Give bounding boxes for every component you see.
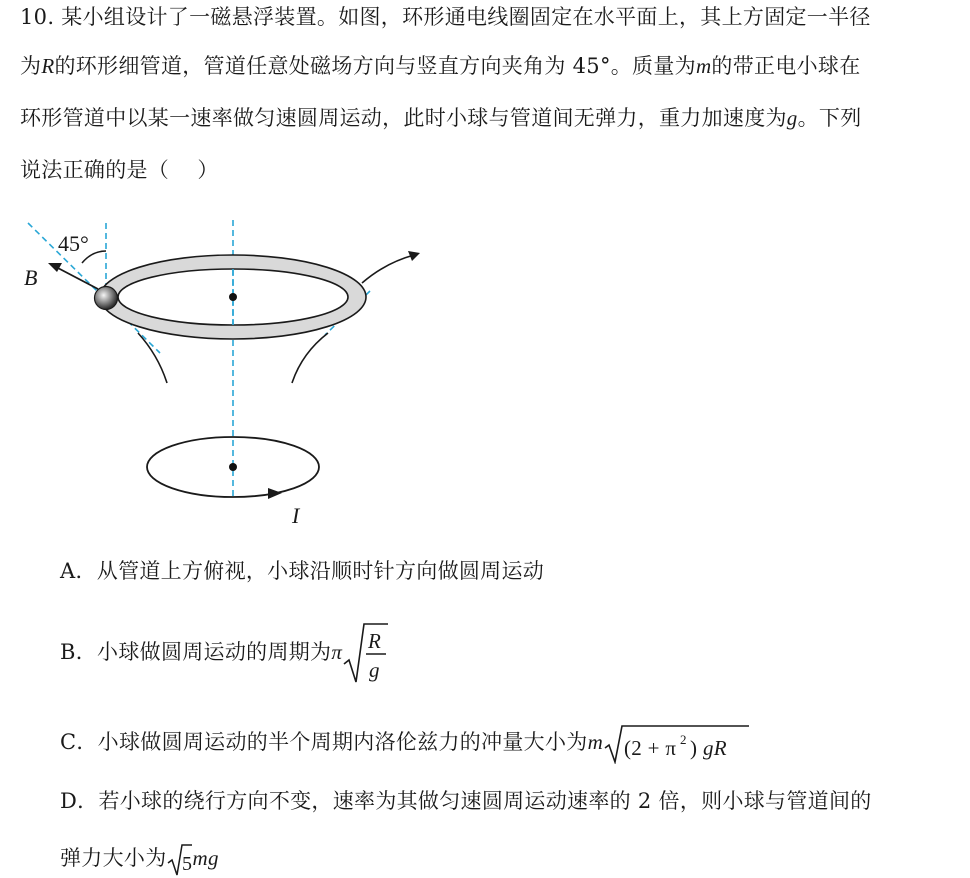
question-line-3: 环形管道中以某一速率做匀速圆周运动，此时小球与管道间无弹力，重力加速度为g。下列 [20, 106, 862, 130]
b-field-arrow [56, 267, 98, 289]
option-b-numerator: R [368, 628, 382, 653]
angle-label: 45° [58, 231, 89, 256]
current-label: I [292, 503, 300, 528]
option-d-tail: mg [192, 846, 219, 870]
option-c-close: ) [690, 735, 698, 760]
current-arrow-head [268, 488, 282, 499]
option-a[interactable] [60, 556, 544, 586]
option-c-tail: gR [703, 735, 727, 760]
option-d-sqrt [167, 843, 193, 877]
option-b-denominator: g [369, 657, 380, 682]
option-a-letter: A． [60, 559, 97, 583]
option-c-sqrt [603, 724, 751, 764]
option-c-text: 小球做圆周运动的半个周期内洛伦兹力的冲量大小为 [97, 730, 588, 754]
field-curve-left [138, 333, 167, 383]
option-d-letter: D． [60, 789, 99, 813]
option-c-letter: C． [60, 730, 98, 754]
var-g: g [786, 106, 798, 130]
coil-center-dot [229, 463, 237, 471]
option-d-radicand: 5 [181, 852, 192, 875]
field-arrow-right [362, 255, 414, 283]
option-b-pi: π [331, 640, 343, 664]
option-c-inner: (2 + π [624, 735, 677, 760]
option-c[interactable] [60, 722, 751, 762]
option-b-letter: B． [60, 640, 98, 664]
option-d[interactable] [60, 786, 872, 816]
var-R: R [41, 54, 55, 78]
option-b-text: 小球做圆周运动的周期为 [97, 640, 332, 664]
option-d-line-2[interactable] [60, 840, 219, 876]
field-label: B [24, 265, 38, 290]
option-c-exponent: 2 [680, 731, 687, 747]
option-d-text: 若小球的绕行方向不变，速率为其做匀速圆周运动速率的 2 倍，则小球与管道间的 [98, 789, 872, 813]
option-a-text: 从管道上方俯视，小球沿顺时针方向做圆周运动 [96, 559, 545, 583]
option-d-text-2: 弹力大小为 [60, 846, 167, 870]
field-direction-line-left [28, 223, 160, 353]
b-field-arrow-head [48, 263, 62, 272]
question-line-1 [20, 2, 871, 32]
option-b-sqrt-fraction [342, 622, 390, 686]
maglev-figure [10, 205, 450, 535]
question-number: 10. [20, 5, 55, 29]
ring-center-dot [229, 293, 237, 301]
field-curve-right [292, 333, 328, 383]
charged-ball [95, 287, 118, 310]
option-c-m: m [587, 730, 604, 754]
option-b[interactable] [60, 620, 390, 684]
question-text-1: 某小组设计了一磁悬浮装置。如图，环形通电线圈固定在水平面上，其上方固定一半径 [61, 5, 871, 29]
question-line-4: 说法正确的是（ ） [20, 158, 219, 182]
var-m: m [695, 54, 712, 78]
question-line-2: 为R的环形细管道，管道任意处磁场方向与竖直方向夹角为 45°。质量为m的带正电小球在 [20, 54, 861, 78]
